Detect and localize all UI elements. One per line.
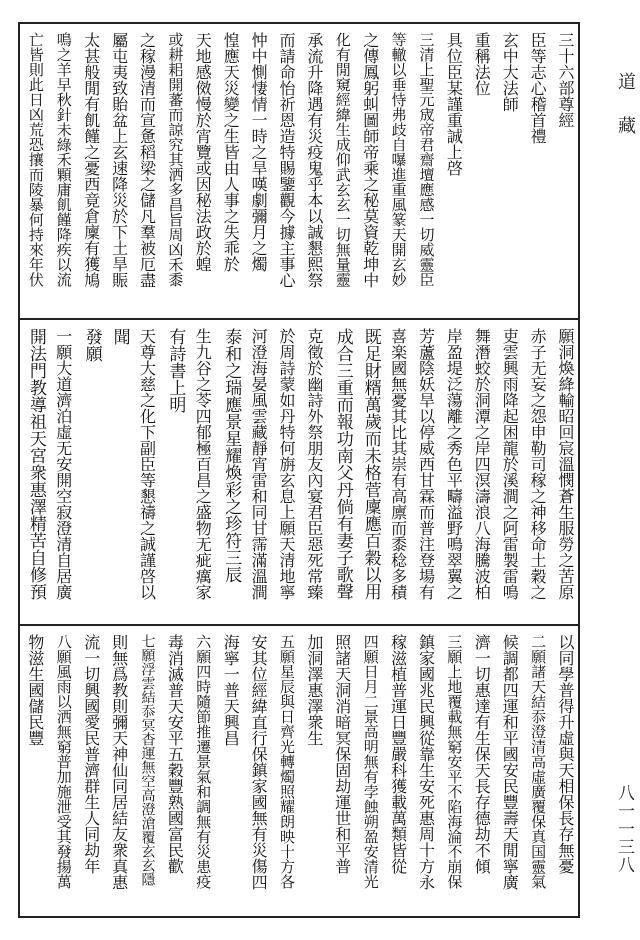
text-column: 天地感傚慢於宵覽或因秘法政於蝗 (193, 32, 213, 272)
text-column: 三清上聖元宬帝君齋壇應感一切威靈臣 (417, 32, 436, 287)
text-column: 重稱法位 (472, 32, 492, 96)
text-frame (18, 22, 580, 918)
margin-title-char-2: 藏 (615, 116, 636, 134)
text-column: 忡中惻悽情一時之旱嘆劇彌月之燭 (249, 32, 269, 272)
text-column: 化有閒窺經緯生成仰武玄玄一切無量靈 (333, 32, 352, 287)
lower-text-block (20, 626, 578, 916)
text-column: 流一切興國愛民普濟群生人同劫年 (81, 634, 101, 874)
text-column: 七願浮雲結忝冥杳運無空高澄滄覆玄玄隱 (139, 634, 156, 886)
text-column: 候調都四運和平國安民豐壽天閒寧廣 (500, 634, 520, 890)
text-column: 河澄海晏風雲藏靜宵雷和同甘霈滿溫澗 (249, 328, 269, 600)
text-column: 鳴之羊早秋針未綠禾顆庸飢饉降疾以流 (54, 32, 73, 287)
text-column: 岸盈堤泛蕩離之秀色平疇溢野鳴翠翼之 (444, 328, 464, 600)
text-column: 三十六部尊經 (555, 32, 575, 128)
text-column: 既足財糈萬歲而未格菅廩應百穀以用 (360, 328, 381, 600)
text-column: 臣等志心稽首禮 (528, 32, 548, 144)
text-column: 濟一切惠達有生保天長存德劫不傾 (472, 634, 492, 874)
text-column: 安其位經緯直行保鎮家國無有災傷四 (249, 634, 269, 890)
text-column: 泰和之瑞應景星耀煥彩之珍符三辰 (221, 328, 242, 583)
text-column: 等轍以垂恃弗歧自嚗進重風篆天開玄妙 (389, 32, 408, 287)
text-column: 願洞煥絳輸昭回宸溫憫蒼生服勞之苦原 (555, 328, 575, 600)
text-column: 物滋生國儲民豐 (25, 634, 45, 746)
middle-text-block (20, 320, 578, 626)
text-column: 發願 (81, 328, 102, 362)
text-column: 稼滋植普運日豐嚴科獲載萬類皆從 (388, 634, 408, 874)
text-column: 以同學普得升虛與天相保長存無憂 (555, 634, 575, 874)
text-column: 於周詩蒙如丹特何旃玄息上願天清地寧 (276, 328, 296, 600)
text-column: 則無爲教則彌天神仙同居結友衆真惠 (109, 634, 129, 890)
text-column: 有詩書上明 (165, 328, 186, 413)
text-column: 四願日月二景高明無有孛蝕朔盈安清光 (361, 634, 380, 889)
text-column: 毒消滅普天安平五穀豐熟國富民歡 (165, 634, 185, 874)
text-column: 生九谷之苓四郁極百昌之盛物无疵癘家 (193, 328, 213, 600)
page-number: 八一一三八 (614, 784, 634, 874)
text-column: 加洞澤惠澤衆生 (304, 634, 324, 746)
text-column: 開法門教導祖天宮衆惠澤精苦自修預 (25, 328, 46, 600)
text-column: 五願星辰與日齊光轉燭照耀朗映十方各 (277, 634, 296, 889)
text-column: 太甚般閒有飢饉之憂西竟倉廩有獲鳩 (81, 32, 101, 288)
text-column: 或耕耜開蕃而諒究其洒多昌旨周凶禾黍 (166, 32, 185, 287)
text-column: 之傳鳳躬虯圖師帝乘之秘莫資乾坤中 (360, 32, 380, 288)
text-column: 一願大道濟泊虛无安開空寂澄清自居廣 (53, 328, 73, 600)
text-column: 惶應天災變之生皆由人事之失乖於 (221, 32, 241, 272)
upper-text-block (20, 24, 578, 320)
text-column: 天尊大慈之化下副臣等懇禱之誠謹啓以 (137, 328, 157, 600)
text-column: 吏雲興雨降起困龍於溪澗之阿雷製雷鳴 (500, 328, 520, 600)
text-column: 成合三重而報功南父丹倘有妻子歌聲 (332, 328, 353, 600)
text-column: 玄中大法師 (500, 32, 520, 112)
text-column: 承流升降遇有災疫鬼乎本以誠懇熙祭 (304, 32, 324, 288)
text-column: 二願諸天結忝澄清高虛廣覆保真国靈氣 (529, 634, 548, 889)
text-column: 聞 (109, 328, 130, 345)
text-column: 克徵於幽詩外祭朋友內宴君臣惡死常臻 (304, 328, 324, 600)
text-column: 三願上地覆載無窮安平不陷海淪不崩保 (445, 634, 464, 889)
text-column: 之稼漫清而宣惫稻梁之儲凡羣被厄盡 (137, 32, 157, 288)
text-column: 舞潛蛟於洞潭之岸四溟濤浪八海騰波柏 (472, 328, 492, 600)
text-column: 喜楽國無憂其比其崇有高廪而黍稔多積 (388, 328, 408, 600)
text-column: 芳蘆陰妖旱以停威西甘霖而普注登場有 (416, 328, 436, 600)
text-column: 亡皆則此日凶荒恐攘而陵暴何持來年伏 (26, 32, 45, 287)
text-column: 而請命怡祈恩造特賜鑒觀今據主事心 (276, 32, 296, 288)
text-column: 照諸天洞消暗冥保固劫運世和平普 (332, 634, 352, 874)
text-column: 具位臣某謹重誠上啓 (444, 32, 464, 176)
text-column: 屬屯夷致貽盆上玄速降災於下土旱賑 (109, 32, 129, 288)
text-column: 海寧一普天興昌 (221, 634, 241, 746)
text-column: 赤子无妄之怨申勒司稼之神移命土穀之 (528, 328, 548, 600)
margin-title-char-1: 道 (615, 72, 636, 90)
text-column: 八願風雨以洒無窮普加施泄受其發揚萬 (54, 634, 73, 889)
text-column: 鎮家國兆民興從靠生安死惠周十方永 (416, 634, 436, 890)
text-column: 六願四時隨節推遷景氣和調無有災患疫 (194, 634, 213, 889)
